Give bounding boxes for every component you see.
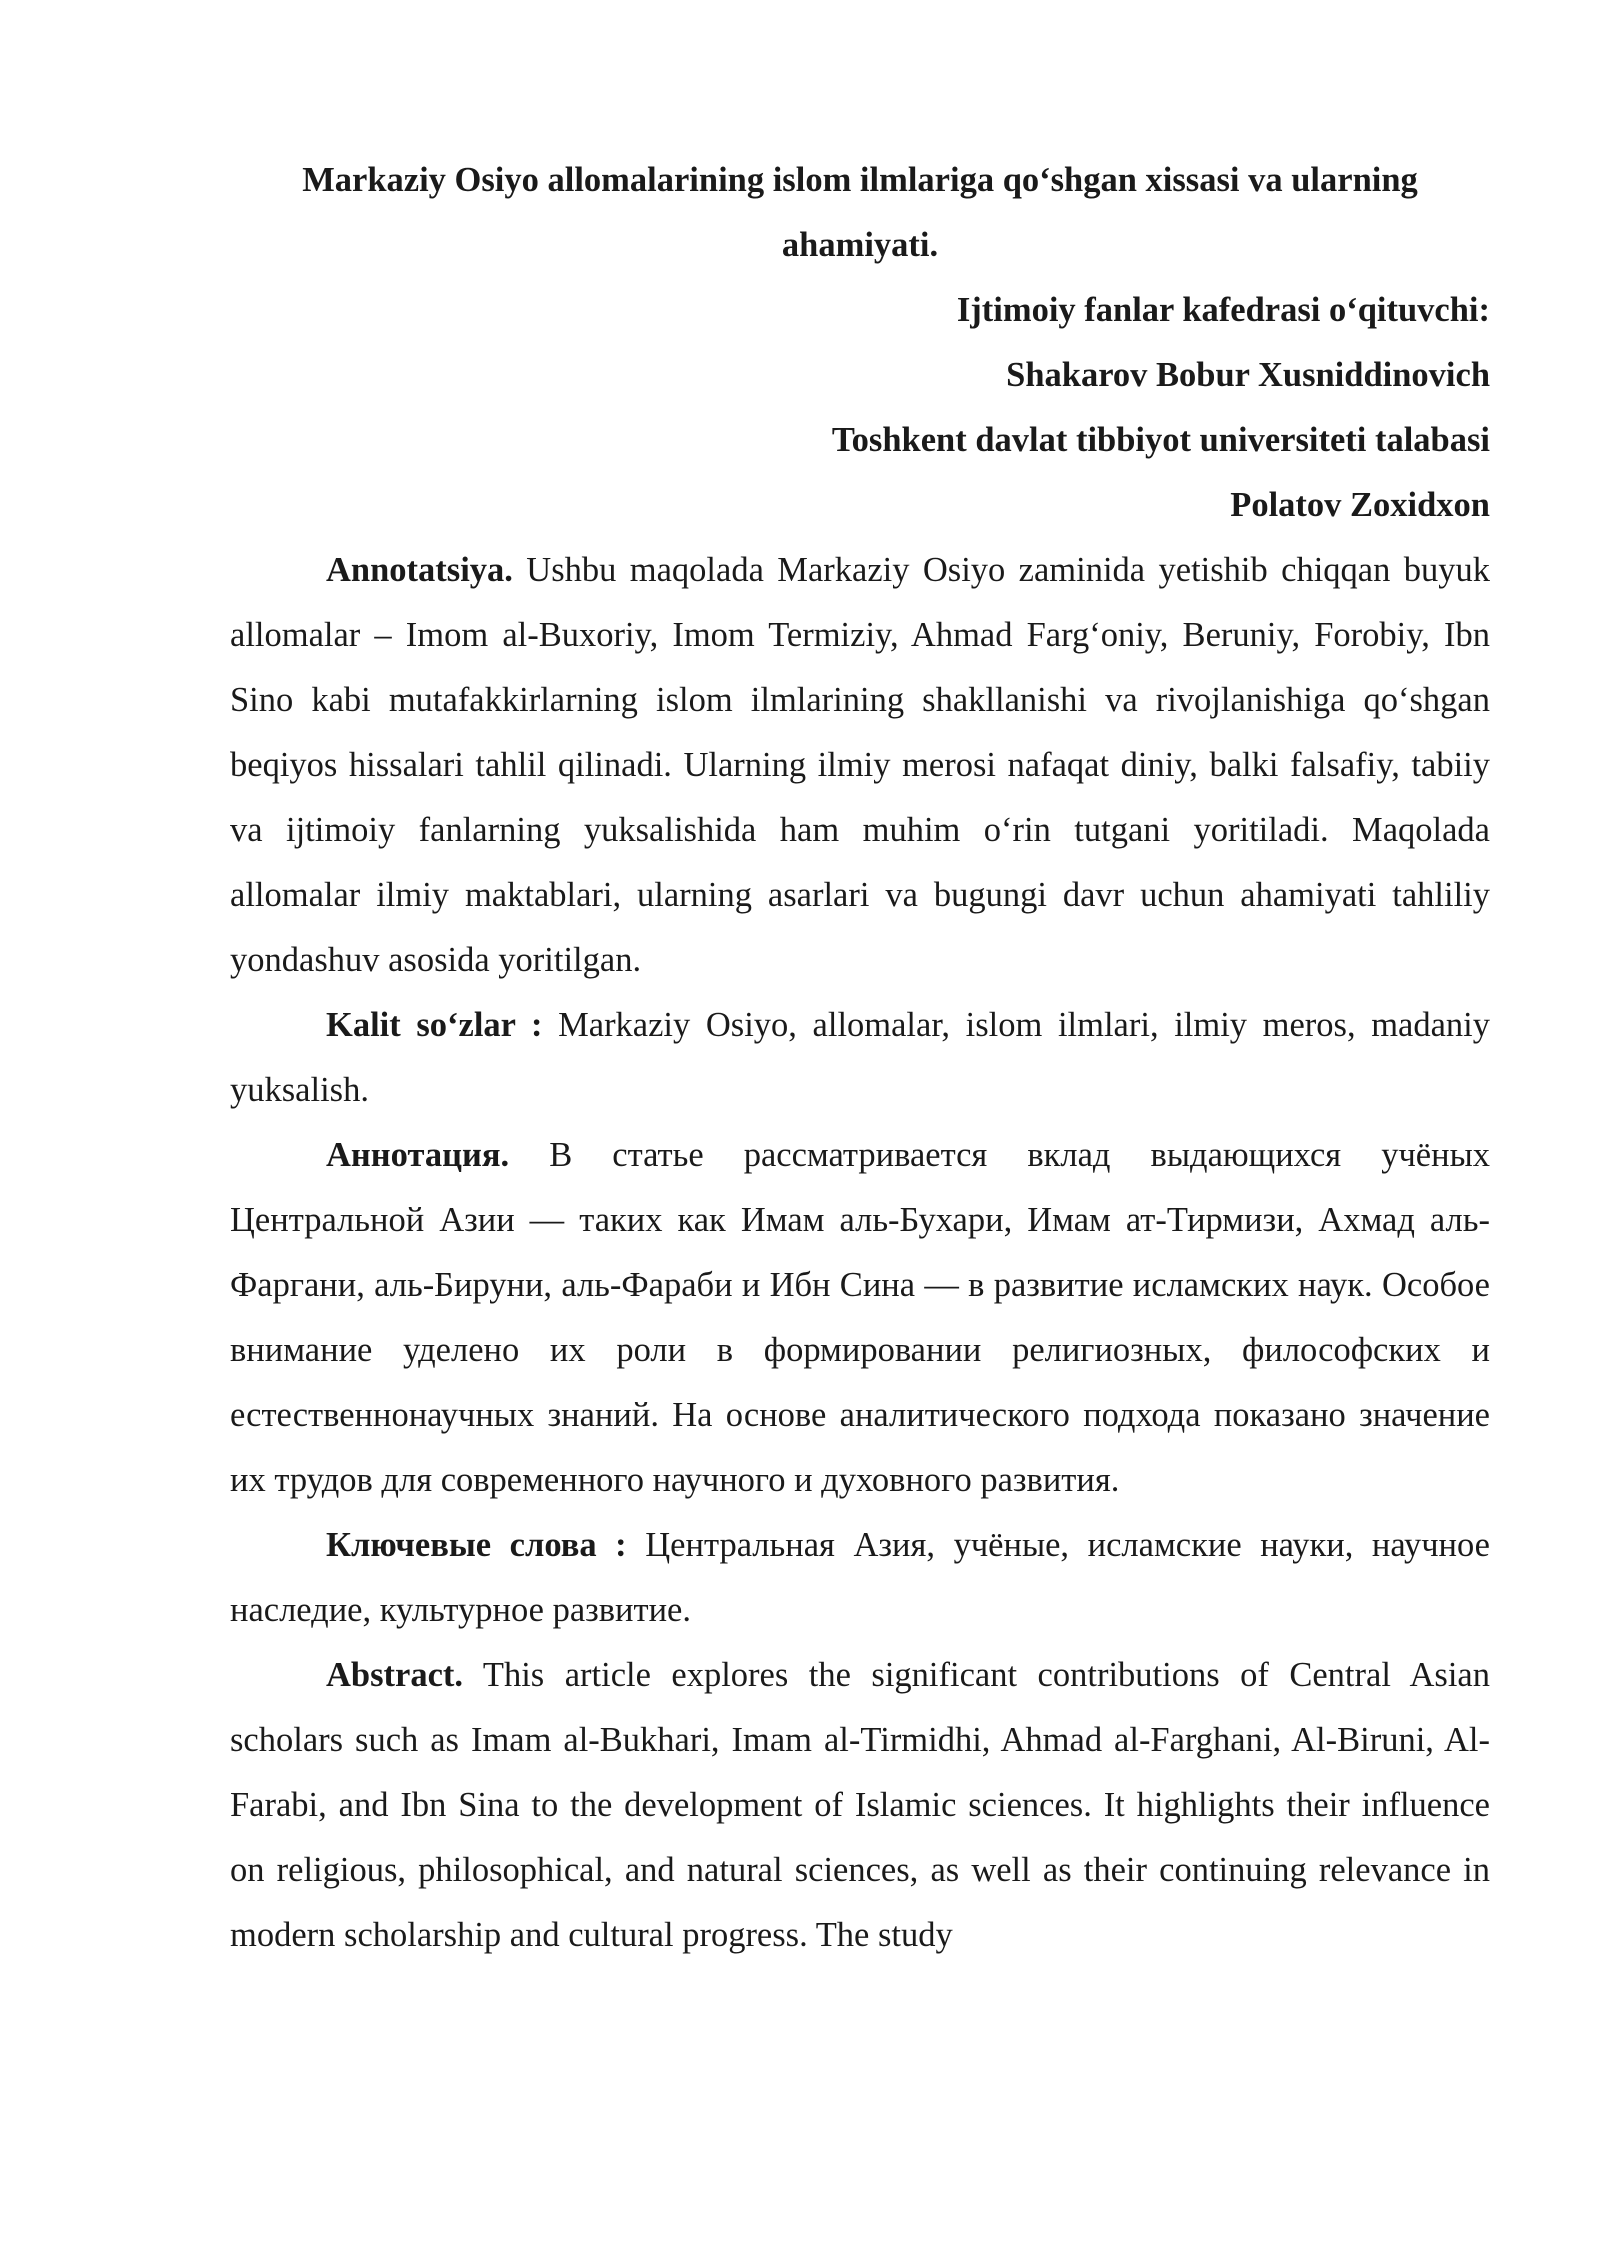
author-name-teacher: Shakarov Bobur Xusniddinovich — [1006, 356, 1490, 394]
author-affiliation-student: Toshkent davlat tibbiyot universiteti talabasi — [831, 421, 1490, 459]
keywords-ru — [230, 1513, 1490, 1643]
author-name-student: Polatov Zoxidxon — [1230, 486, 1490, 524]
annotation-ru-text: В статье рассматривается вклад выдающихся учёных Центральной Азии — таких как Имам аль-Бухари, Имам ат-Тирмизи, Ахмад аль-Фаргани, аль-Бируни, аль-Фараби и Ибн Сина — в развитие исламских наук. Особое внимание уделено их роли в формировании религиозных, философских и естественнонаучных знаний. На основе аналитического подхода показано значение их трудов для современного научного и духовного развития. — [230, 1136, 1490, 1499]
annotation-ru — [230, 1123, 1490, 1513]
author-affiliation-teacher: Ijtimoiy fanlar kafedrasi o‘qituvchi: — [956, 291, 1490, 329]
abstract-en-text: This article explores the significant contributions of Central Asian scholars such as Imam al-Bukhari, Imam al-Tirmidhi, Ahmad al-Farghani, Al-Biruni, Al-Farabi, and Ibn Sina to the development of Islamic sciences. It highlights their influence on religious, philosophical, and natural sciences, as well as their continuing relevance in modern scholarship and cultural progress. The study — [230, 1656, 1490, 1954]
annotation-uz — [230, 538, 1490, 993]
keywords-uz — [230, 993, 1490, 1123]
keywords-uz-text: Markaziy Osiyo, allomalar, islom ilmlari, ilmiy meros, madaniy yuksalish. — [230, 1006, 1490, 1109]
document-page — [230, 148, 1490, 1968]
keywords-ru-label: Ключевые слова : — [326, 1526, 627, 1564]
annotation-uz-text: Ushbu maqolada Markaziy Osiyo zaminida yetishib chiqqan buyuk allomalar – Imom al-Buxoriy, Imom Termiziy, Ahmad Farg‘oniy, Beruniy, Forobiy, Ibn Sino kabi mutafakkirlarning islom ilmlarining shakllanishi va rivojlanishiga qo‘shgan beqiyos hissalari tahlil qilinadi. Ularning ilmiy merosi nafaqat diniy, balki falsafiy, tabiiy va ijtimoiy fanlarning yuksalishida ham muhim o‘rin tutgani yoritiladi. Maqolada allomalar ilmiy maktablari, ularning asarlari va bugungi davr uchun ahamiyati tahliliy yondashuv asosida yoritilgan. — [230, 551, 1490, 979]
annotation-ru-label: Аннотация. — [326, 1136, 510, 1174]
keywords-ru-text: Центральная Азия, учёные, исламские науки, научное наследие, культурное развитие. — [230, 1526, 1490, 1629]
keywords-uz-label: Kalit so‘zlar : — [326, 1006, 543, 1044]
abstract-en-label: Abstract. — [326, 1656, 464, 1694]
document-title: Markaziy Osiyo allomalarining islom ilmlariga qo‘shgan xissasi va ularning ahamiyati. — [302, 161, 1418, 264]
annotation-uz-label: Annotatsiya. — [326, 551, 513, 589]
abstract-en — [230, 1643, 1490, 1968]
